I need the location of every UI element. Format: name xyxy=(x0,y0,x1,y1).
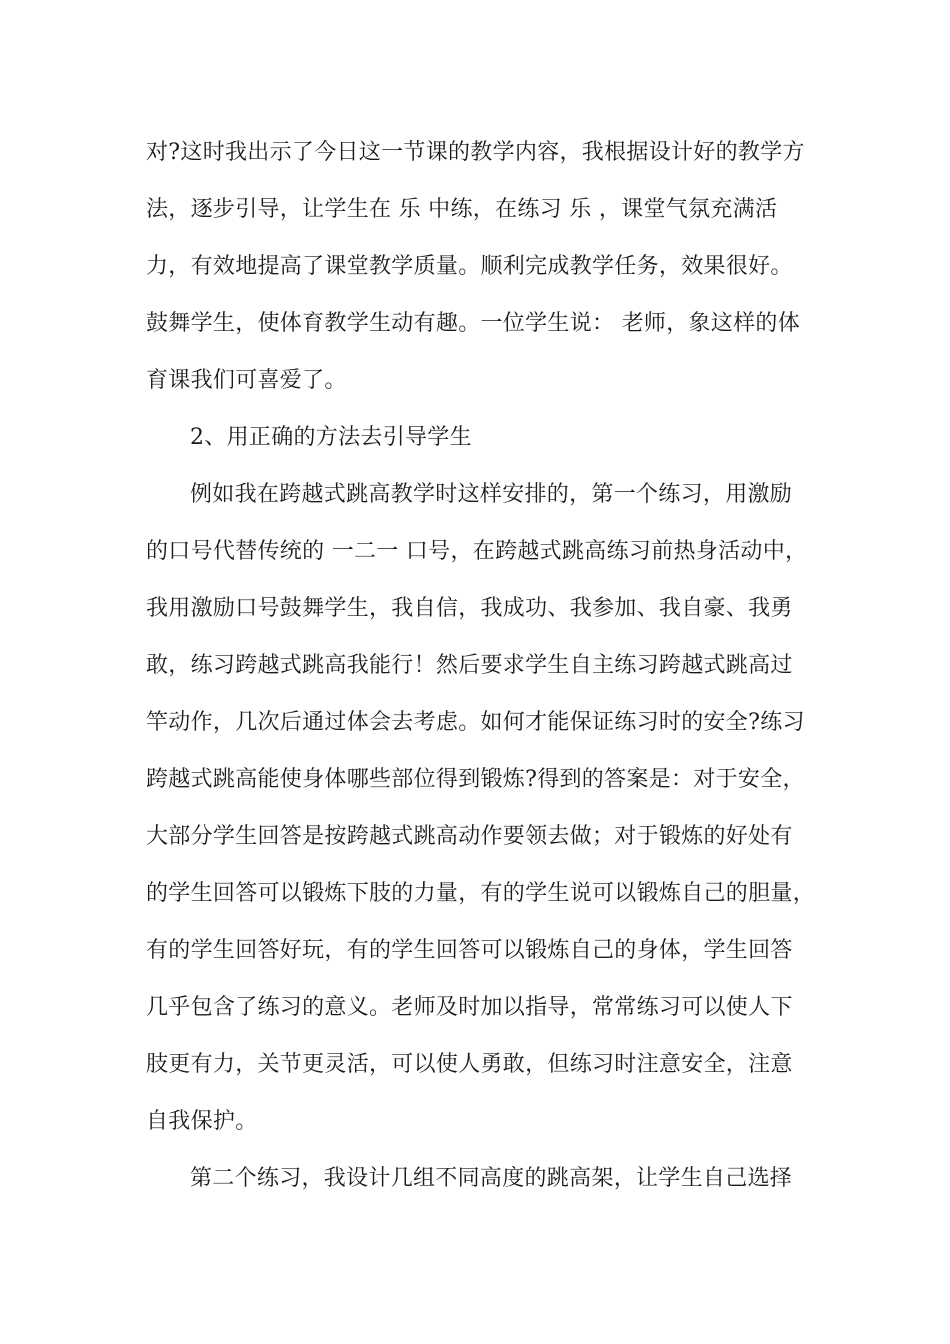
text-line: 自我保护。 xyxy=(146,1109,258,1134)
text-line: 跨越式跳高能使身体哪些部位得到锻炼?得到的答案是：对于安全， xyxy=(146,767,805,792)
text-line: 大部分学生回答是按跨越式跳高动作要领去做；对于锻炼的好处有 xyxy=(146,824,793,849)
text-line: 的口号代替传统的 一二一 口号，在跨越式跳高练习前热身活动中， xyxy=(146,539,808,564)
text-line: 我用激励口号鼓舞学生，我自信，我成功、我参加、我自豪、我勇 xyxy=(146,596,793,621)
text-line: 鼓舞学生，使体育教学生动有趣。一位学生说： 老师，象这样的体 xyxy=(146,311,800,336)
text-line: 肢更有力，关节更灵活，可以使人勇敢，但练习时注意安全，注意 xyxy=(146,1052,793,1077)
text-line: 法，逐步引导，让学生在 乐 中练，在练习 乐 ，课堂气氛充满活 xyxy=(146,197,778,222)
text-line: 力，有效地提高了课堂教学质量。顺利完成教学任务，效果很好。 xyxy=(146,254,793,279)
text-line: 的学生回答可以锻炼下肢的力量，有的学生说可以锻炼自己的胆量， xyxy=(146,881,816,906)
section-heading: 2、用正确的方法去引导学生 xyxy=(190,425,472,450)
text-line: 育课我们可喜爱了。 xyxy=(146,368,347,393)
text-line: 第二个练习，我设计几组不同高度的跳高架，让学生自己选择 xyxy=(190,1166,793,1191)
text-line: 敢，练习跨越式跳高我能行！然后要求学生自主练习跨越式跳高过 xyxy=(146,653,793,678)
text-line: 有的学生回答好玩，有的学生回答可以锻炼自己的身体，学生回答 xyxy=(146,938,793,963)
text-line: 几乎包含了练习的意义。老师及时加以指导，常常练习可以使人下 xyxy=(146,995,793,1020)
text-line: 例如我在跨越式跳高教学时这样安排的，第一个练习，用激励 xyxy=(190,482,793,507)
text-line: 竿动作，几次后通过体会去考虑。如何才能保证练习时的安全?练习 xyxy=(146,710,805,735)
text-line: 对?这时我出示了今日这一节课的教学内容，我根据设计好的教学方 xyxy=(146,140,805,165)
